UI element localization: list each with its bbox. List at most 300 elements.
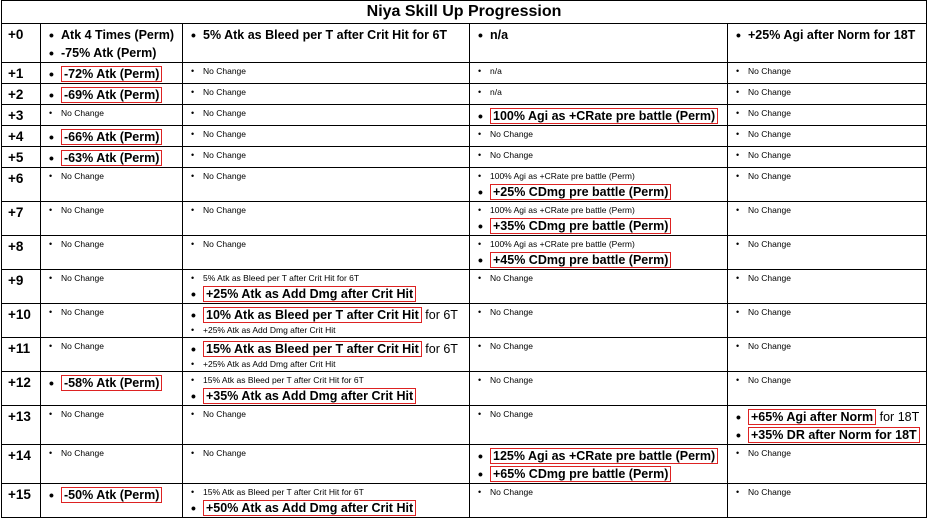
bullet-list <box>470 236 727 269</box>
list-item <box>736 149 924 162</box>
bullet-list <box>728 63 926 78</box>
change-text: No Change <box>748 66 792 76</box>
table-row <box>2 202 927 236</box>
list-item <box>736 486 924 499</box>
list-item <box>736 340 924 353</box>
table-row <box>2 445 927 484</box>
bullet-list <box>41 236 182 251</box>
change-text: No Change <box>748 87 792 97</box>
change-text: No Change <box>490 409 534 419</box>
agility-skill-cell <box>728 338 927 372</box>
crit-skill-cell <box>470 484 728 518</box>
list-item <box>49 238 180 251</box>
list-item <box>49 107 180 120</box>
bullet-list <box>41 372 182 392</box>
bullet-list <box>728 372 926 387</box>
list-item <box>478 465 725 483</box>
level-label: +15 <box>2 484 41 518</box>
change-text: 100% Agi as +CRate pre battle (Perm) <box>490 171 635 181</box>
list-item <box>49 306 180 319</box>
list-item <box>191 86 467 99</box>
bullet-list <box>728 84 926 99</box>
bleed-skill-cell <box>183 445 470 484</box>
attack-skill-cell <box>41 406 183 445</box>
bleed-skill-cell <box>183 236 470 270</box>
bullet-list <box>183 168 469 183</box>
level-label: +6 <box>2 168 41 202</box>
bullet-list <box>41 126 182 146</box>
attack-skill-cell <box>41 304 183 338</box>
highlighted-change: +65% CDmg pre battle (Perm) <box>490 466 671 482</box>
change-text: +25% Atk as Add Dmg after Crit Hit <box>203 325 336 335</box>
bullet-list <box>41 24 182 62</box>
list-item <box>49 486 180 504</box>
attack-skill-cell <box>41 270 183 304</box>
attack-skill-cell <box>41 338 183 372</box>
change-text: n/a <box>490 66 502 76</box>
bullet-list <box>470 270 727 285</box>
change-text: No Change <box>490 341 534 351</box>
bleed-skill-cell <box>183 63 470 84</box>
change-text: 5% Atk as Bleed per T after Crit Hit for 6T <box>203 273 360 283</box>
table-row <box>2 105 927 126</box>
change-text: No Change <box>748 341 792 351</box>
list-item <box>191 374 467 387</box>
list-item <box>736 204 924 217</box>
agility-skill-cell <box>728 304 927 338</box>
bullet-list <box>41 84 182 104</box>
list-item <box>49 128 180 146</box>
bullet-list <box>41 168 182 183</box>
bleed-skill-cell <box>183 84 470 105</box>
change-text: No Change <box>748 129 792 139</box>
highlighted-change: +35% Atk as Add Dmg after Crit Hit <box>203 388 416 404</box>
list-item <box>191 149 467 162</box>
bullet-list <box>470 304 727 319</box>
bullet-list <box>728 406 926 444</box>
agility-skill-cell <box>728 147 927 168</box>
list-item <box>49 149 180 167</box>
level-label: +2 <box>2 84 41 105</box>
agility-skill-cell <box>728 406 927 445</box>
bullet-list <box>470 445 727 483</box>
list-item <box>191 65 467 78</box>
list-item <box>478 170 725 183</box>
list-item <box>191 499 467 517</box>
highlighted-change: -63% Atk (Perm) <box>61 150 162 166</box>
change-text: 100% Agi as +CRate pre battle (Perm) <box>490 239 635 249</box>
highlighted-change: 100% Agi as +CRate pre battle (Perm) <box>490 108 718 124</box>
change-text: No Change <box>203 205 247 215</box>
bleed-skill-cell <box>183 105 470 126</box>
bullet-list <box>183 270 469 303</box>
bullet-list <box>183 406 469 421</box>
list-item <box>736 170 924 183</box>
list-item <box>478 486 725 499</box>
list-item <box>478 251 725 269</box>
change-text: 100% Agi as +CRate pre battle (Perm) <box>490 205 635 215</box>
list-item <box>736 238 924 251</box>
bullet-list <box>41 445 182 460</box>
level-label: +1 <box>2 63 41 84</box>
list-item <box>191 204 467 217</box>
bleed-skill-cell <box>183 372 470 406</box>
highlighted-change: +25% CDmg pre battle (Perm) <box>490 184 671 200</box>
crit-skill-cell <box>470 372 728 406</box>
change-text: No Change <box>490 273 534 283</box>
crit-skill-cell <box>470 24 728 63</box>
bullet-list <box>183 126 469 141</box>
crit-skill-cell <box>470 304 728 338</box>
table-row <box>2 168 927 202</box>
list-item <box>478 204 725 217</box>
attack-skill-cell <box>41 202 183 236</box>
bleed-skill-cell <box>183 406 470 445</box>
list-item <box>478 107 725 125</box>
crit-skill-cell <box>470 236 728 270</box>
agility-skill-cell <box>728 445 927 484</box>
agility-skill-cell <box>728 168 927 202</box>
bullet-list <box>41 484 182 504</box>
list-item <box>49 65 180 83</box>
change-suffix: for 6T <box>421 308 458 322</box>
list-item <box>736 107 924 120</box>
change-text: No Change <box>748 375 792 385</box>
crit-skill-cell <box>470 63 728 84</box>
list-item <box>478 86 725 99</box>
bullet-list <box>183 105 469 120</box>
list-item <box>49 26 180 44</box>
bullet-list <box>470 63 727 78</box>
change-text: No Change <box>748 171 792 181</box>
bullet-list <box>470 84 727 99</box>
list-item <box>191 170 467 183</box>
agility-skill-cell <box>728 236 927 270</box>
list-item <box>191 26 467 44</box>
bullet-list <box>183 202 469 217</box>
attack-skill-cell <box>41 63 183 84</box>
attack-skill-cell <box>41 236 183 270</box>
bleed-skill-cell <box>183 270 470 304</box>
table-row <box>2 126 927 147</box>
crit-skill-cell <box>470 147 728 168</box>
list-item <box>478 306 725 319</box>
list-item <box>736 374 924 387</box>
highlighted-change: 15% Atk as Bleed per T after Crit Hit <box>203 341 422 357</box>
list-item <box>478 65 725 78</box>
change-text: No Change <box>61 448 105 458</box>
list-item <box>478 128 725 141</box>
bullet-list <box>183 147 469 162</box>
crit-skill-cell <box>470 445 728 484</box>
change-text: No Change <box>748 448 792 458</box>
change-text: No Change <box>748 150 792 160</box>
change-text: No Change <box>203 66 247 76</box>
bullet-list <box>470 406 727 421</box>
bleed-skill-cell <box>183 338 470 372</box>
highlighted-change: +50% Atk as Add Dmg after Crit Hit <box>203 500 416 516</box>
bullet-list <box>183 236 469 251</box>
agility-skill-cell <box>728 484 927 518</box>
list-item <box>736 447 924 460</box>
level-label: +4 <box>2 126 41 147</box>
change-text: No Change <box>748 108 792 118</box>
highlighted-change: -69% Atk (Perm) <box>61 87 162 103</box>
list-item <box>736 272 924 285</box>
attack-skill-cell <box>41 84 183 105</box>
bleed-skill-cell <box>183 147 470 168</box>
bullet-list <box>183 63 469 78</box>
list-item <box>191 324 467 337</box>
bullet-list <box>183 445 469 460</box>
highlighted-change: -58% Atk (Perm) <box>61 375 162 391</box>
list-item <box>49 447 180 460</box>
change-text: No Change <box>61 171 105 181</box>
bullet-list <box>470 126 727 141</box>
bullet-list <box>41 338 182 353</box>
list-item <box>191 447 467 460</box>
bullet-list <box>41 304 182 319</box>
list-item <box>49 86 180 104</box>
bullet-list <box>728 484 926 499</box>
list-item <box>191 128 467 141</box>
level-label: +11 <box>2 338 41 372</box>
highlighted-change: +45% CDmg pre battle (Perm) <box>490 252 671 268</box>
level-label: +9 <box>2 270 41 304</box>
change-text: No Change <box>61 341 105 351</box>
level-label: +3 <box>2 105 41 126</box>
change-suffix: for 6T <box>421 342 458 356</box>
highlighted-change: +25% Atk as Add Dmg after Crit Hit <box>203 286 416 302</box>
attack-skill-cell <box>41 484 183 518</box>
bullet-list <box>728 147 926 162</box>
bleed-skill-cell <box>183 126 470 147</box>
change-text: -75% Atk (Perm) <box>61 46 157 60</box>
list-item <box>49 408 180 421</box>
change-text: No Change <box>490 129 534 139</box>
bullet-list <box>41 147 182 167</box>
change-text: +25% Agi after Norm for 18T <box>748 28 916 42</box>
crit-skill-cell <box>470 338 728 372</box>
attack-skill-cell <box>41 168 183 202</box>
highlighted-change: -72% Atk (Perm) <box>61 66 162 82</box>
bullet-list <box>470 202 727 235</box>
highlighted-change: +65% Agi after Norm <box>748 409 876 425</box>
table-row <box>2 270 927 304</box>
list-item <box>736 408 924 426</box>
crit-skill-cell <box>470 168 728 202</box>
change-text: No Change <box>748 273 792 283</box>
highlighted-change: +35% DR after Norm for 18T <box>748 427 920 443</box>
bleed-skill-cell <box>183 202 470 236</box>
table-row <box>2 84 927 105</box>
level-label: +12 <box>2 372 41 406</box>
list-item <box>191 358 467 371</box>
attack-skill-cell <box>41 24 183 63</box>
change-text: No Change <box>203 448 247 458</box>
change-text: No Change <box>748 307 792 317</box>
attack-skill-cell <box>41 445 183 484</box>
list-item <box>478 26 725 44</box>
agility-skill-cell <box>728 202 927 236</box>
bleed-skill-cell <box>183 484 470 518</box>
list-item <box>478 217 725 235</box>
list-item <box>49 272 180 285</box>
bullet-list <box>470 372 727 387</box>
highlighted-change: -66% Atk (Perm) <box>61 129 162 145</box>
highlighted-change: 125% Agi as +CRate pre battle (Perm) <box>490 448 718 464</box>
level-label: +5 <box>2 147 41 168</box>
bullet-list <box>728 126 926 141</box>
bullet-list <box>470 484 727 499</box>
change-text: 15% Atk as Bleed per T after Crit Hit for 6T <box>203 375 364 385</box>
agility-skill-cell <box>728 270 927 304</box>
change-text: n/a <box>490 87 502 97</box>
list-item <box>191 408 467 421</box>
table-row <box>2 236 927 270</box>
change-text: No Change <box>61 239 105 249</box>
crit-skill-cell <box>470 202 728 236</box>
bullet-list <box>470 147 727 162</box>
change-text: No Change <box>61 108 105 118</box>
level-label: +0 <box>2 24 41 63</box>
change-text: n/a <box>490 28 509 42</box>
list-item <box>191 238 467 251</box>
change-text: No Change <box>61 307 105 317</box>
level-label: +10 <box>2 304 41 338</box>
change-text: No Change <box>203 409 247 419</box>
bullet-list <box>41 406 182 421</box>
bleed-skill-cell <box>183 168 470 202</box>
bullet-list <box>470 338 727 353</box>
agility-skill-cell <box>728 126 927 147</box>
change-text: No Change <box>490 307 534 317</box>
change-text: No Change <box>61 273 105 283</box>
agility-skill-cell <box>728 63 927 84</box>
change-text: No Change <box>61 205 105 215</box>
bullet-list <box>183 84 469 99</box>
bullet-list <box>41 270 182 285</box>
bleed-skill-cell <box>183 304 470 338</box>
bullet-list <box>728 236 926 251</box>
bullet-list <box>728 24 926 44</box>
agility-skill-cell <box>728 372 927 406</box>
bullet-list <box>728 338 926 353</box>
crit-skill-cell <box>470 84 728 105</box>
list-item <box>49 374 180 392</box>
level-label: +7 <box>2 202 41 236</box>
list-item <box>478 374 725 387</box>
change-text: No Change <box>203 129 247 139</box>
list-item <box>736 26 924 44</box>
change-text: No Change <box>748 205 792 215</box>
crit-skill-cell <box>470 270 728 304</box>
table-row <box>2 406 927 445</box>
bleed-skill-cell <box>183 24 470 63</box>
list-item <box>478 340 725 353</box>
list-item <box>478 272 725 285</box>
bullet-list <box>183 484 469 517</box>
bullet-list <box>470 24 727 44</box>
bullet-list <box>41 202 182 217</box>
attack-skill-cell <box>41 126 183 147</box>
agility-skill-cell <box>728 84 927 105</box>
bullet-list <box>728 202 926 217</box>
list-item <box>191 107 467 120</box>
level-label: +13 <box>2 406 41 445</box>
bullet-list <box>728 445 926 460</box>
change-text: No Change <box>490 487 534 497</box>
level-label: +8 <box>2 236 41 270</box>
change-text: No Change <box>748 239 792 249</box>
bullet-list <box>470 168 727 201</box>
change-text: Atk 4 Times (Perm) <box>61 28 175 42</box>
bullet-list <box>183 338 469 371</box>
list-item <box>736 306 924 319</box>
list-item <box>478 149 725 162</box>
level-label: +14 <box>2 445 41 484</box>
table-row <box>2 484 927 518</box>
list-item <box>49 204 180 217</box>
list-item <box>49 170 180 183</box>
list-item <box>478 238 725 251</box>
list-item <box>736 86 924 99</box>
skill-progression-table <box>1 0 927 518</box>
table-title: Niya Skill Up Progression <box>2 1 927 24</box>
list-item <box>49 340 180 353</box>
list-item <box>736 128 924 141</box>
change-text: 15% Atk as Bleed per T after Crit Hit for 6T <box>203 487 364 497</box>
highlighted-change: +35% CDmg pre battle (Perm) <box>490 218 671 234</box>
change-text: +25% Atk as Add Dmg after Crit Hit <box>203 359 336 369</box>
table-row <box>2 304 927 338</box>
bullet-list <box>183 372 469 405</box>
table-row <box>2 63 927 84</box>
attack-skill-cell <box>41 105 183 126</box>
change-text: No Change <box>203 239 247 249</box>
change-text: No Change <box>203 108 247 118</box>
bullet-list <box>41 105 182 120</box>
table-row <box>2 338 927 372</box>
list-item <box>49 44 180 62</box>
change-text: 5% Atk as Bleed per T after Crit Hit for 6T <box>203 28 448 42</box>
highlighted-change: 10% Atk as Bleed per T after Crit Hit <box>203 307 422 323</box>
bullet-list <box>728 168 926 183</box>
bullet-list <box>41 63 182 83</box>
list-item <box>191 272 467 285</box>
change-text: No Change <box>748 487 792 497</box>
table-row <box>2 147 927 168</box>
list-item <box>478 183 725 201</box>
list-item <box>191 285 467 303</box>
change-text: No Change <box>490 150 534 160</box>
crit-skill-cell <box>470 126 728 147</box>
title-row <box>2 1 927 24</box>
list-item <box>736 65 924 78</box>
bullet-list <box>470 105 727 125</box>
crit-skill-cell <box>470 105 728 126</box>
bullet-list <box>728 270 926 285</box>
attack-skill-cell <box>41 147 183 168</box>
highlighted-change: -50% Atk (Perm) <box>61 487 162 503</box>
list-item <box>478 408 725 421</box>
change-text: No Change <box>61 409 105 419</box>
agility-skill-cell <box>728 24 927 63</box>
table-row <box>2 372 927 406</box>
list-item <box>191 387 467 405</box>
change-text: No Change <box>203 87 247 97</box>
list-item <box>736 426 924 444</box>
